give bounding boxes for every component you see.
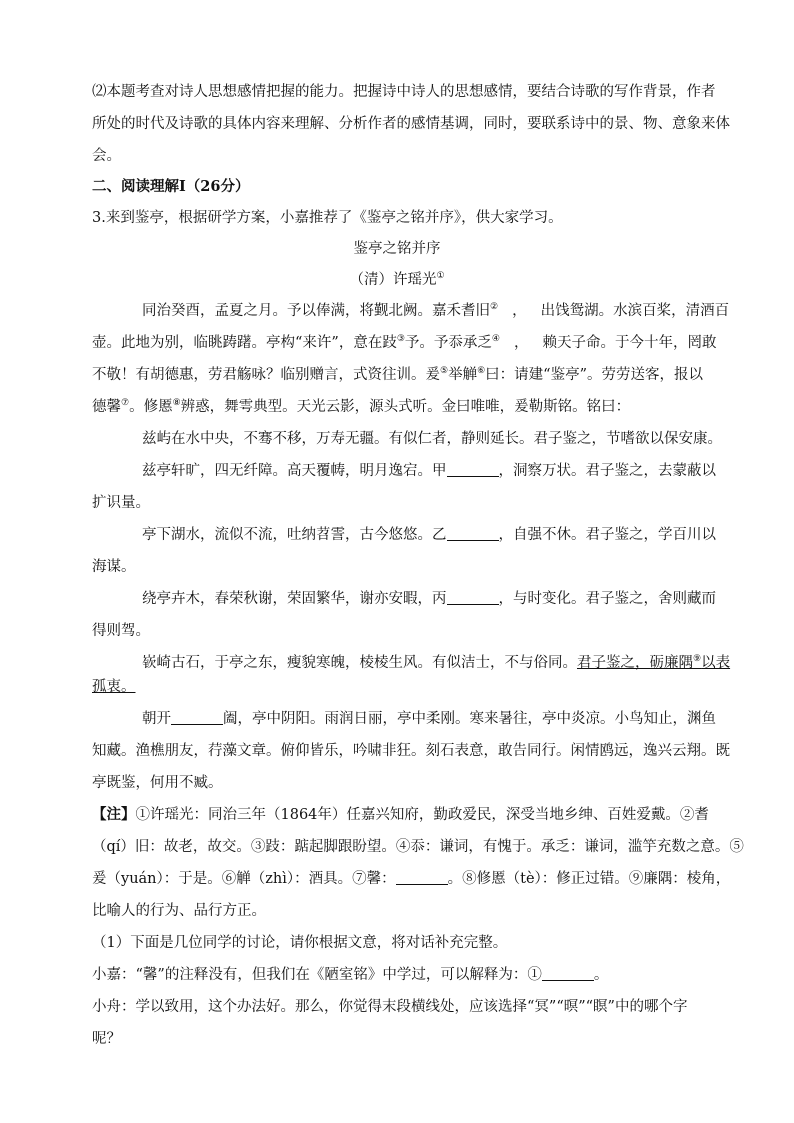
footnote-marker: ④ <box>491 334 500 345</box>
dialogue-line: 小舟：学以致用，这个办法好。那么，你觉得末段横线处，应该选择“冥”“暝”“瞑”中的哪个字 <box>92 999 688 1015</box>
text-span: 不敬！有胡德惠，劳君觞咏？临别赠言，式资往训。爰 <box>92 367 440 383</box>
text-span: ， <box>513 335 529 351</box>
underlined-sentence <box>577 655 730 671</box>
author-text: （清）许瑶光 <box>349 272 437 288</box>
text-line: ⑵本题考查对诗人思想感情把握的能力。把握诗中诗人的思想感情，要结合诗歌的写作背景，作者 <box>92 84 716 100</box>
passage-line <box>142 709 716 729</box>
footnote-marker: ① <box>436 271 445 282</box>
passage-line <box>142 589 716 609</box>
text-span: 同治癸酉，孟夏之月。予以俸满，将觐北阙。嘉禾耆旧 <box>142 303 490 319</box>
text-span: 阖，亭中阴阳。雨润日丽，亭中柔刚。寒来暑往，亭中炎凉。小鸟知止，渊鱼 <box>223 711 716 727</box>
answer-blank-1 <box>542 966 594 981</box>
text-span: 出饯鸳湖。水滨百桨，清酒百 <box>540 303 730 319</box>
blank-note-7 <box>396 870 448 885</box>
text-span: 爰（yuán）：于是。⑥觯（zhì）：酒具。⑦馨： <box>92 871 396 887</box>
text-span: 嵚崎古石，于亭之东，瘦貌寒魄，棱棱生风。有似洁士，不与俗同。 <box>142 655 577 671</box>
passage-line: 亭既鉴，何用不臧。 <box>92 775 223 791</box>
text-span: 举觯 <box>448 367 478 383</box>
text-span: 赖天子命。于今十年，罔敢 <box>542 335 717 351</box>
text-span: 德馨 <box>92 399 121 415</box>
text-span: 。 <box>593 967 609 983</box>
footnote-marker: ③ <box>396 334 405 345</box>
passage-line <box>92 397 712 417</box>
text-span: 壶。此地为别，临眺踌躇。亭构“来许”，意在跂 <box>92 335 397 351</box>
passage-line <box>142 301 730 321</box>
passage-line <box>92 677 712 697</box>
text-span: ，自强不休。君子鉴之，学百川以 <box>498 527 716 543</box>
footnote-marker: ⑨ <box>693 654 702 665</box>
text-span: 。⑧修慝（tè）：修正过错。⑨廉隅：棱角， <box>447 871 731 887</box>
text-span: ，与时变化。君子鉴之，舍则藏而 <box>498 591 716 607</box>
blank-yi <box>447 526 499 541</box>
text-span: 小嘉：“馨”的注释没有，但我们在《陋室铭》中学过，可以解释为：① <box>92 967 542 983</box>
passage-line: 得则驾。 <box>92 623 150 639</box>
footnote-marker: ⑥ <box>477 366 486 377</box>
text-span: 朝开 <box>142 711 171 727</box>
passage-line <box>142 525 716 545</box>
footnote-marker: ⑧ <box>172 398 181 409</box>
text-span: 予。予忝承乏 <box>404 335 492 351</box>
text-span: 。修慝 <box>129 399 173 415</box>
text-span: 以表 <box>701 655 731 671</box>
underlined-text: 孤衷。 <box>92 679 136 695</box>
passage-author <box>0 270 794 290</box>
footnote-marker: ② <box>490 302 499 313</box>
text-span: 曰：请建“鉴亭”。劳劳送客，报以 <box>485 367 703 383</box>
blank-jia <box>447 462 499 477</box>
passage-line <box>142 653 731 673</box>
passage-line <box>92 365 712 385</box>
text-span: ， <box>512 303 527 319</box>
passage-line: 兹屿在水中央，不骞不移，万寿无疆。有似仁者，静则延长。君子鉴之，节嗜欲以保安康。 <box>142 431 722 447</box>
blank-bing <box>447 590 499 605</box>
footnote-marker: ⑦ <box>121 398 130 409</box>
sub-question: （1）下面是几位同学的讨论，请你根据文意，将对话补充完整。 <box>92 935 508 951</box>
text-line: 所处的时代及诗歌的具体内容来理解、分析作者的感情基调，同时，要联系诗中的景、物、意象来体 <box>92 116 730 132</box>
notes-line: （qí）旧：故老，故交。③跂：踮起脚跟盼望。④忝：谦词，有愧于。承乏：谦词，滥竽充数之意。⑤ <box>92 839 744 855</box>
question-intro: 3.来到鉴亭，根据研学方案，小嘉推荐了《鉴亭之铭并序》，供大家学习。 <box>92 210 563 226</box>
dialogue-line: 呢？ <box>92 1031 121 1047</box>
text-span: ，洞察万状。君子鉴之，去蒙蔽以 <box>498 463 716 479</box>
text-span: ①许瑶光：同治三年（1864年）任嘉兴知府，勤政爱民，深受当地乡绅、百姓爱戴。②耆 <box>135 807 709 823</box>
text-span: 绕亭卉木，春荣秋谢，荣固繁华，谢亦安暇，丙 <box>142 591 447 607</box>
passage-line <box>92 333 717 353</box>
notes-label: 【注】 <box>92 806 136 823</box>
dialogue-line <box>92 965 712 985</box>
text-span: 亭下湖水，流似不流，吐纳苕霅，古今悠悠。乙 <box>142 527 447 543</box>
section-heading: 二、阅读理解Ⅰ（26分） <box>92 178 250 195</box>
notes-line <box>92 805 712 825</box>
passage-line: 海谋。 <box>92 559 136 575</box>
text-span: 君子鉴之，砺廉隅 <box>577 655 693 671</box>
blank-final <box>171 710 223 725</box>
text-line: 会。 <box>92 148 121 164</box>
text-span: 兹亭轩旷，四无纤障。高天覆帱，明月逸宕。甲 <box>142 463 447 479</box>
passage-line: 扩识量。 <box>92 495 150 511</box>
passage-line <box>142 461 716 481</box>
notes-line: 比喻人的行为、品行方正。 <box>92 903 266 919</box>
notes-line <box>92 869 731 889</box>
passage-title: 鉴亭之铭并序 <box>353 241 441 257</box>
text-span: 辨惑，舞雩典型。天光云影，源头式听。金曰唯唯，爰勒斯铭。铭曰： <box>180 399 631 415</box>
passage-line: 知藏。渔樵朋友，荇藻文章。俯仰皆乐，吟啸非狂。刻石表意，敢告同行。闲情鸥远，逸兴云翔。既 <box>92 743 730 759</box>
footnote-marker: ⑤ <box>440 366 449 377</box>
